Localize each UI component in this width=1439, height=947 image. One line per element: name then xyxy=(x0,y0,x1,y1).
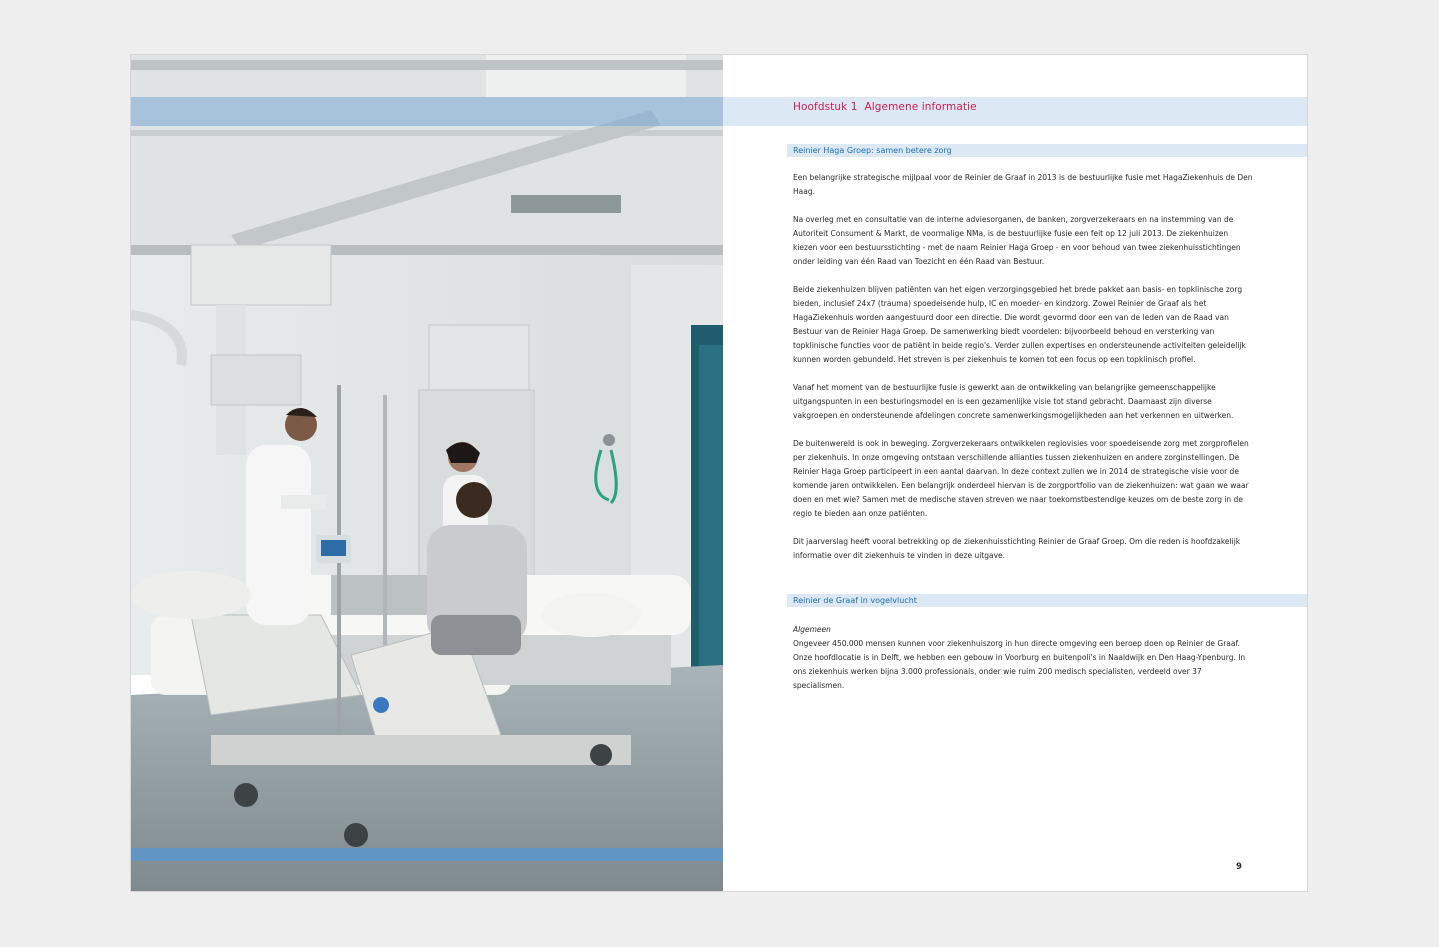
section1-paragraph: Dit jaarverslag heeft vooral betrekking op de ziekenhuisstichting Reinier de Graaf Groep. Om die reden is hoofdzakelijk informatie over dit ziekenhuis te vinden in deze uitgave. xyxy=(793,537,1241,560)
photo-bottom-band xyxy=(131,848,723,861)
section1-title: Reinier Haga Groep: samen betere zorg xyxy=(793,146,952,155)
section2-paragraph: Ongeveer 450.000 mensen kunnen voor ziekenhuiszorg in hun directe omgeving een beroep doen op Reinier de Graaf. Onze hoofdlocatie is in Delft, we hebben een gebouw in Voorburg en buitenpoli's in Naaldwijk en Den Haag-Ypenburg. In ons ziekenhuis werken bijna 3.000 professionals, onder wie ruim 200 medisch specialisten, verdeeld over 37 specialismen. xyxy=(793,639,1246,690)
section1-paragraph: Na overleg met en consultatie van de interne adviesorganen, de banken, zorgverzekeraars en na instemming van de Autoriteit Consument & Markt, de voormalige NMa, is de bestuurlijke fusie een feit op 12 juli 2013. De ziekenhuizen kiezen voor een bestuursstichting - met de naam Reinier Haga Groep - en voor behoud van twee ziekenhuisstichtingen onder leiding van één Raad van Toezicht en één Raad van Bestuur. xyxy=(793,215,1241,266)
hospital-room-illustration xyxy=(131,55,723,891)
text-page xyxy=(723,55,1307,891)
section1-paragraph: Beide ziekenhuizen blijven patiënten van het eigen verzorgingsgebied het brede pakket aan basis- en topklinische zorg bieden, inclusief 24x7 (trauma) spoedeisende hulp, IC en moeder- en kindzorg. Zowel Reinier de Graaf als het HagaZiekenhuis worden aangestuurd door een directie. Die wordt gevormd door een van de leden van de Raad van Bestuur van de Reinier Haga Groep. De samenwerking biedt voordelen: bijvoorbeeld behoud en versterking van topklinische functies voor de patiënt in beide regio's. Verder zullen expertises en ondersteunende activiteiten geleidelijk kunnen worden gebundeld. Het streven is per ziekenhuis te komen tot een focus op een topklinisch profiel. xyxy=(793,285,1246,364)
section2-subheading: Algemeen xyxy=(793,625,831,634)
section2-title: Reinier de Graaf in vogelvlucht xyxy=(793,596,917,605)
section1-body xyxy=(793,171,1253,577)
section1-paragraph: Een belangrijke strategische mijlpaal voor de Reinier de Graaf in 2013 is de bestuurlijke fusie met HagaZiekenhuis de Den Haag. xyxy=(793,173,1253,196)
page-number: 9 xyxy=(1236,862,1242,872)
photo-top-band xyxy=(131,97,723,126)
chapter-title: Algemene informatie xyxy=(864,101,977,113)
chapter-heading xyxy=(793,101,977,113)
section1-paragraph: De buitenwereld is ook in beweging. Zorgverzekeraars ontwikkelen regiovisies voor spoedeisende zorg met zorgprofielen per ziekenhuis. In onze omgeving ontstaan verschillende allianties tussen ziekenhuizen en andere zorginstellingen. De Reinier Haga Groep participeert in een aantal daarvan. In deze context zullen we in 2014 de strategische visie voor de komende jaren ontwikkelen. Een belangrijk onderdeel hiervan is de zorgportfolio van de ziekenhuizen: wat gaan we waar doen en met wie? Samen met de medische staven streven we naar toekomstbestendige keuzes om de beste zorg in de regio te bieden aan onze patiënten. xyxy=(793,439,1249,518)
section2-body xyxy=(793,623,1253,707)
hospital-room-photo xyxy=(131,55,723,891)
chapter-number: Hoofdstuk 1 xyxy=(793,101,858,113)
section1-paragraph: Vanaf het moment van de bestuurlijke fusie is gewerkt aan de ontwikkeling van belangrijke gemeenschappelijke uitgangspunten in een besturingsmodel en is een gezamenlijke visie tot stand gebracht. Daarnaast zijn diverse vakgroepen en ondersteunende afdelingen concrete samenwerkingsmogelijkheden aan het verkennen en uitwerken. xyxy=(793,383,1234,420)
document-spread xyxy=(131,55,1307,891)
